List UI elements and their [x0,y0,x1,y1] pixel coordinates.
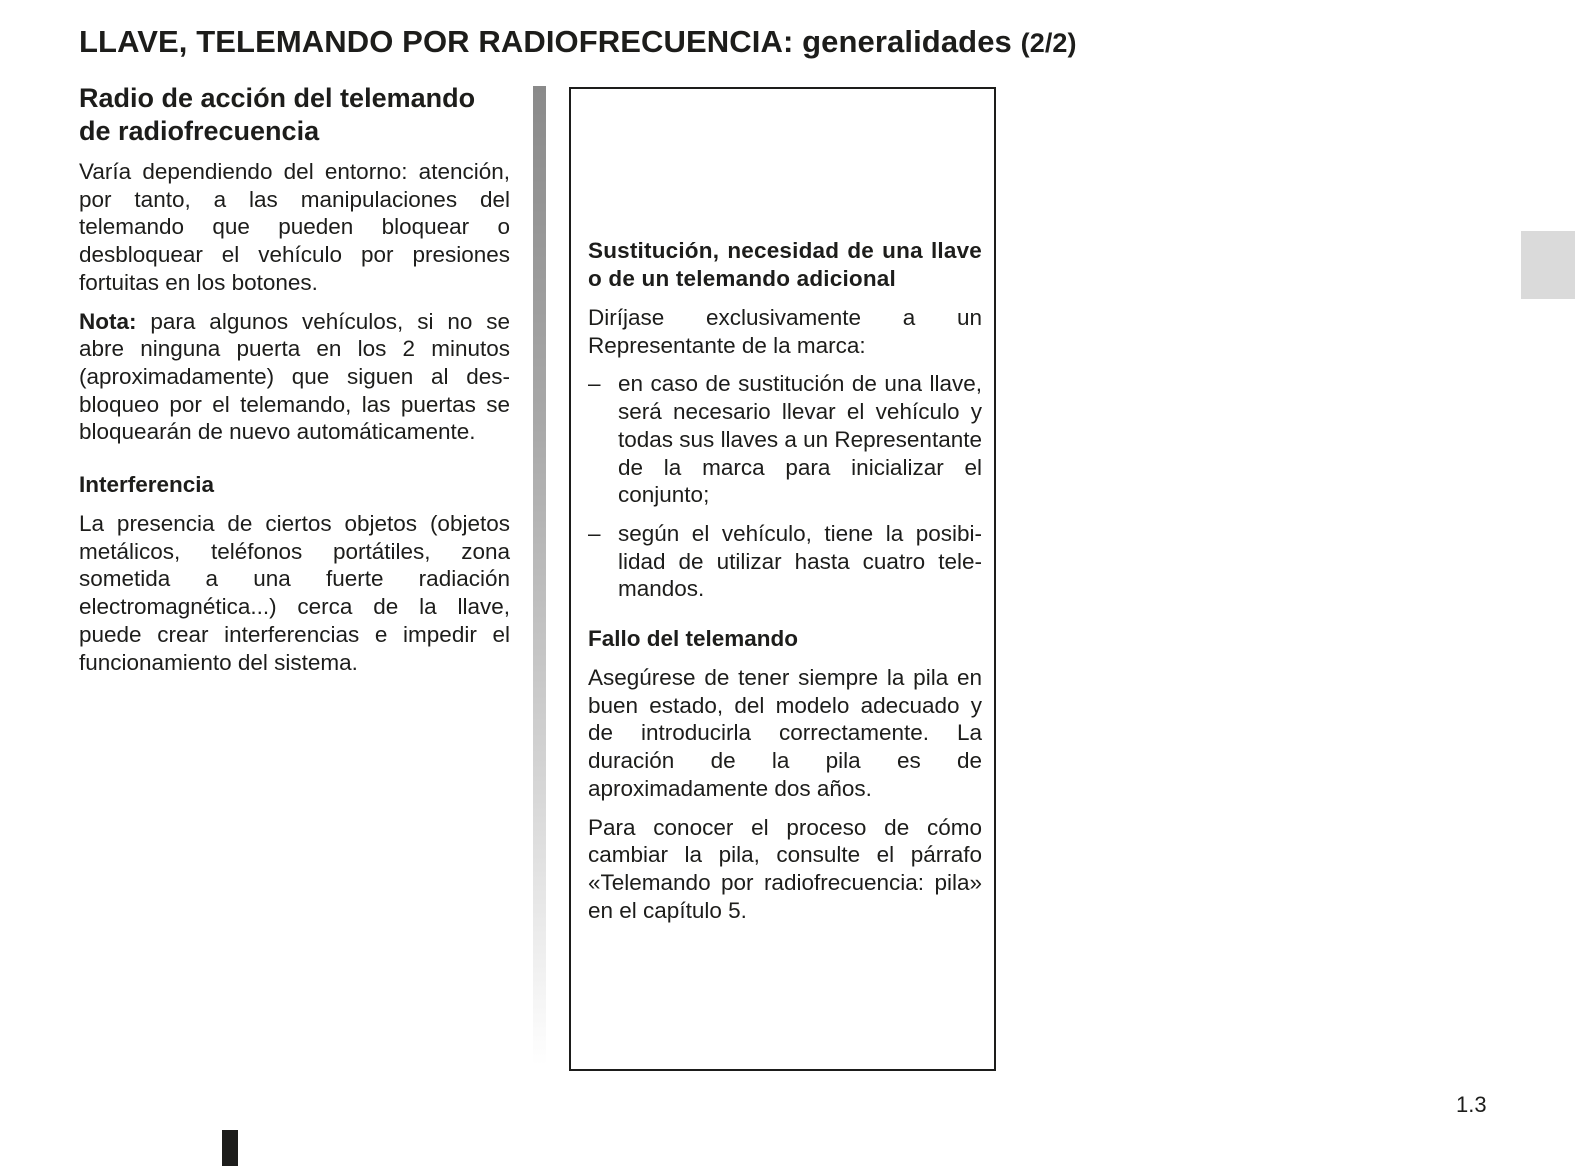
fault-paragraph-reference: Para conocer el proceso de cómo cambiar la pila, consulte el párrafo «Telemando por radiofrecuencia: pila» en el capítulo 5. [588,814,982,923]
range-heading: Radio de acción del telemando de radiofrecuencia [79,83,476,146]
list-item-text: según el vehículo, tiene la posibilidad de utilizar hasta cuatro telemandos. [618,520,982,602]
info-box [569,87,996,1071]
page-number: 1.3 [1456,1092,1487,1117]
replacement-list [588,370,982,603]
chapter-tab [1521,231,1575,299]
dash-bullet: – [588,520,601,546]
note-text: para algunos vehículos, si no se abre ninguna puerta en los 2 minutos (aproximadamente) que siguen al desbloqueo por el telemando, las puertas se bloquearán de nuevo automáticamente. [79,308,510,445]
note-paragraph [79,308,510,447]
list-item [588,370,982,509]
interference-paragraph: La presencia de ciertos objetos (objetos metálicos, teléfonos portátiles, zona sometida a una fuerte radiación electromagnética...) cerca de la llave, puede crear interferencias e impedir el funcionamiento del sistema. [79,511,510,675]
info-box-content [588,237,982,935]
left-column [79,82,510,687]
page-title [79,24,1077,60]
print-mark [222,1130,238,1166]
range-paragraph: Varía dependiendo del entorno: atención, por tanto, a las manipulaciones del telemando que pueden bloquear o desbloquear el vehículo por presiones fortuitas en los botones. [79,159,510,295]
list-item [588,520,982,603]
replacement-heading: Sustitución, necesidad de una llave o de un telemando adicional [588,238,982,291]
fault-heading: Fallo del telemando [588,626,799,652]
column-divider-bar [533,86,546,1066]
dash-bullet: – [588,371,601,397]
page-title-part: (2/2) [1020,28,1077,58]
replacement-intro: Diríjase exclusivamente a un Representante de la marca: [588,305,982,358]
list-item-text: en caso de sustitución de una llave, será necesario llevar el vehículo y todas sus llaves a un Representante de la marca para inicializar el conjunto; [618,371,982,508]
note-label: Nota: [79,308,137,334]
page-title-main: LLAVE, TELEMANDO POR RADIOFRECUENCIA: generalidades [79,24,1012,59]
interference-heading: Interferencia [79,472,215,498]
fault-paragraph-battery: Asegúrese de tener siempre la pila en buen estado, del modelo adecuado y de introducirla correctamente. La duración de la pila es de aproximadamente dos años. [588,665,982,801]
